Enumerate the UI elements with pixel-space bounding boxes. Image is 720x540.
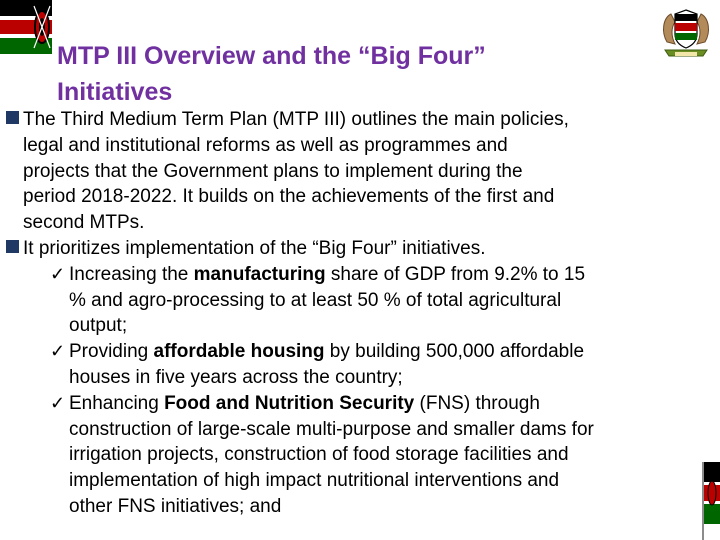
text-run: by building 500,000 affordable — [324, 341, 585, 363]
bullet-line: projects that the Government plans to implement during the — [23, 160, 523, 182]
sub-bullet-line: implementation of high impact nutritional interventions and — [69, 470, 560, 492]
text-run: Increasing the — [69, 263, 194, 285]
sub-bullet-line: other FNS initiatives; and — [69, 495, 282, 517]
check-icon: ✓ — [50, 341, 66, 362]
text-run: Enhancing — [69, 392, 165, 414]
sub-bullet-food-security — [4, 391, 704, 520]
sub-bullet-line: irrigation projects, construction of food storage facilities and — [69, 444, 569, 466]
slide-body — [4, 107, 704, 520]
emphasis-text: affordable housing — [153, 341, 325, 363]
square-bullet-icon — [6, 240, 19, 253]
bullet-line: It prioritizes implementation of the “Big Four” initiatives. — [23, 237, 486, 259]
check-icon: ✓ — [50, 263, 66, 284]
sub-bullet-line — [69, 262, 704, 288]
sub-bullet-line: construction of large-scale multi-purpose and smaller dams for — [69, 418, 594, 440]
sub-bullet-line: % and agro-processing to at least 50 % of total agricultural — [69, 289, 562, 311]
square-bullet-icon — [6, 111, 19, 124]
bullet-line: legal and institutional reforms as well as programmes and — [23, 134, 508, 156]
text-run: share of GDP from 9.2% to 15 — [325, 263, 586, 285]
sub-bullet-line: houses in five years across the country; — [69, 366, 403, 388]
emphasis-text: Food and Nutrition Security — [164, 392, 415, 414]
bullet-big-four — [4, 236, 704, 262]
bullet-mtp-overview — [4, 107, 704, 236]
emphasis-text: manufacturing — [193, 263, 326, 285]
sub-bullet-manufacturing — [4, 262, 704, 339]
bullet-line: period 2018-2022. It builds on the achievements of the first and — [23, 186, 555, 208]
sub-bullet-housing — [4, 339, 704, 391]
check-icon: ✓ — [50, 392, 66, 413]
title-line-2: Initiatives — [57, 78, 173, 106]
bullet-line: second MTPs. — [23, 212, 145, 234]
bullet-line: The Third Medium Term Plan (MTP III) outlines the main policies, — [23, 109, 569, 130]
text-run: Providing — [69, 341, 154, 363]
sub-bullet-line — [69, 391, 704, 417]
sub-bullet-line — [69, 339, 704, 365]
title-line-1: MTP III Overview and the “Big Four” — [57, 42, 486, 70]
slide-title — [57, 38, 617, 110]
sub-bullet-line: output; — [69, 315, 128, 337]
kenya-flag-icon — [0, 0, 52, 58]
coat-of-arms-icon — [657, 2, 715, 60]
text-run: (FNS) through — [414, 392, 540, 414]
